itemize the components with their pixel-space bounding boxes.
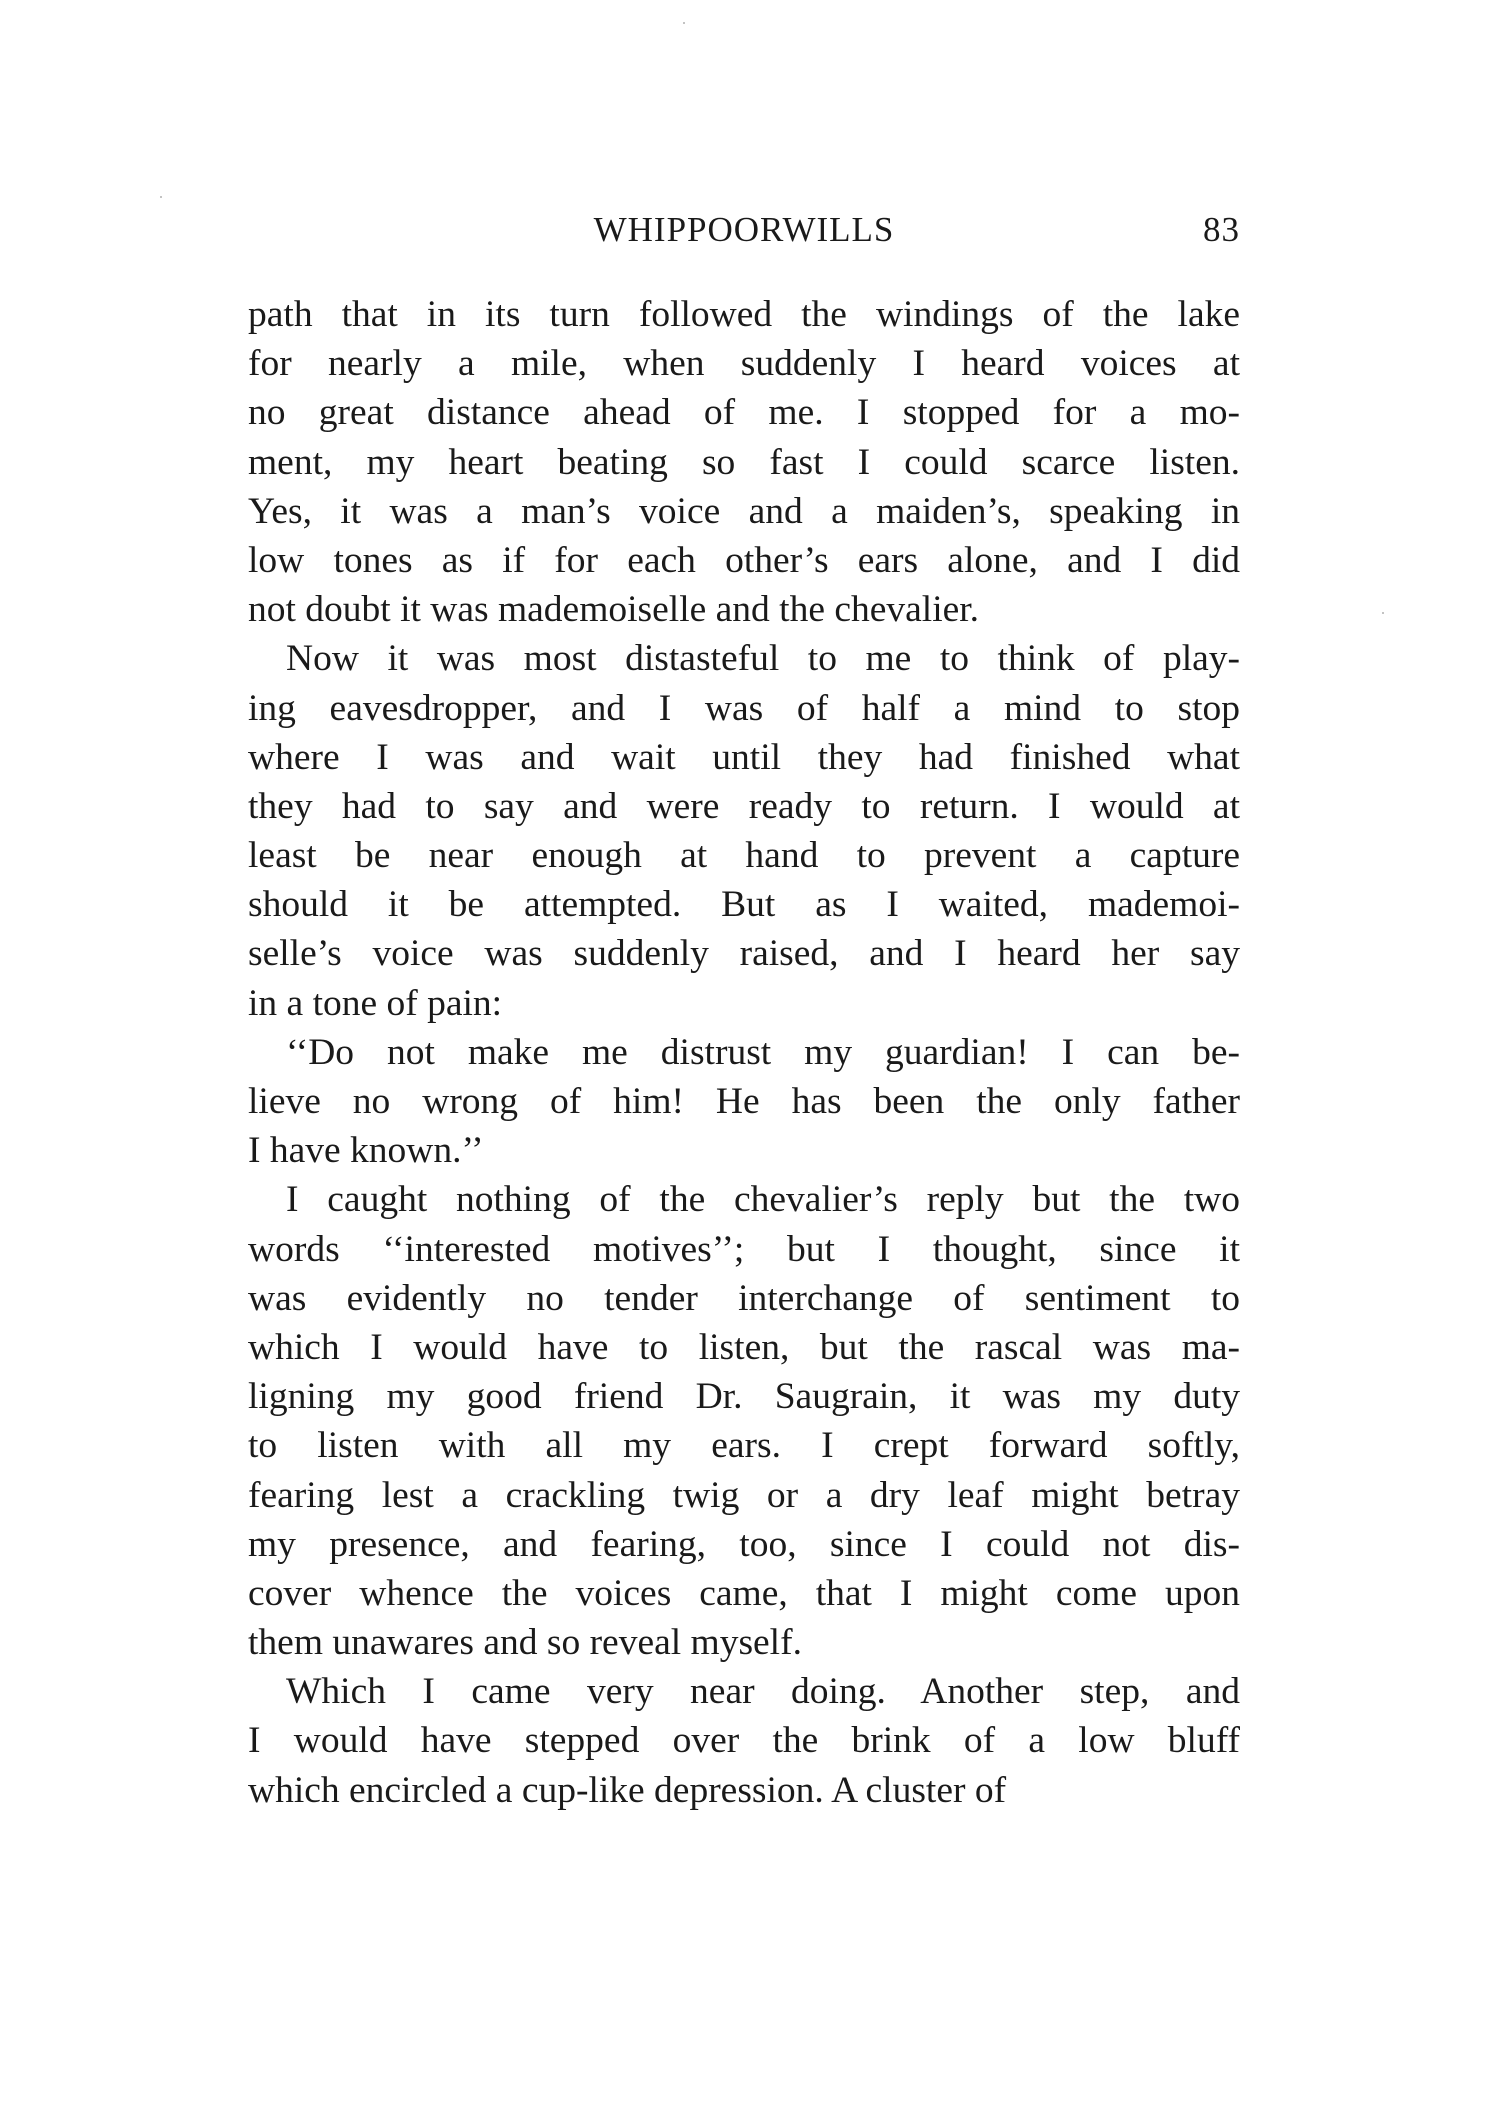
text-line: Which I came very near doing. Another step, and [286, 1671, 1240, 1713]
paragraph [248, 290, 1240, 634]
text-line: they had to say and were ready to return. I would at [248, 785, 1240, 827]
text-line: lieve no wrong of him! He has been the only father [248, 1081, 1240, 1122]
text-line: least be near enough at hand to prevent a capture [248, 835, 1240, 877]
text-line: ‘‘Do not make me distrust my guardian! I can be- [286, 1031, 1240, 1073]
text-line: where I was and wait until they had finished what [248, 736, 1240, 778]
text-line: for nearly a mile, when suddenly I heard voices at [248, 343, 1240, 385]
text-line: words ‘‘interested motives’’; but I thought, since it [248, 1228, 1240, 1270]
scan-speck [1382, 612, 1384, 614]
paragraph [248, 1667, 1240, 1815]
page-number: 83 [1203, 210, 1240, 249]
text-line: them unawares and so reveal myself. [248, 1622, 802, 1664]
text-line: I would have stepped over the brink of a low bluff [248, 1720, 1240, 1762]
text-line: which I would have to listen, but the rascal was ma- [248, 1326, 1240, 1368]
paragraph [248, 634, 1240, 1028]
scan-speck [160, 196, 162, 198]
text-line: Yes, it was a man’s voice and a maiden’s, speaking in [248, 490, 1240, 532]
paragraph [248, 1028, 1240, 1176]
text-line: ing eavesdropper, and I was of half a mind to stop [248, 687, 1240, 729]
scan-speck [683, 22, 685, 24]
text-line: in a tone of pain: [248, 982, 503, 1024]
text-line: to listen with all my ears. I crept forward softly, [248, 1425, 1240, 1467]
text-line: selle’s voice was suddenly raised, and I heard her say [248, 933, 1240, 975]
text-line: should it be attempted. But as I waited, mademoi- [248, 884, 1240, 926]
running-head [248, 210, 1240, 260]
text-line: was evidently no tender interchange of sentiment to [248, 1277, 1240, 1319]
paragraph [248, 1175, 1240, 1667]
body-text [248, 290, 1240, 1815]
text-line: Now it was most distasteful to me to think of play- [286, 638, 1240, 680]
text-line: I have known.’’ [248, 1130, 484, 1172]
running-title: WHIPPOORWILLS [593, 210, 895, 249]
text-line: cover whence the voices came, that I might come upon [248, 1572, 1240, 1614]
text-line: low tones as if for each other’s ears alone, and I did [248, 539, 1240, 581]
text-line: I caught nothing of the chevalier’s reply but the two [286, 1179, 1240, 1221]
text-line: fearing lest a crackling twig or a dry leaf might betray [248, 1474, 1240, 1516]
text-line: ligning my good friend Dr. Saugrain, it was my duty [248, 1376, 1240, 1418]
text-line: path that in its turn followed the windings of the lake [248, 294, 1240, 335]
text-line: no great distance ahead of me. I stopped for a mo- [248, 392, 1240, 434]
text-line: not doubt it was mademoiselle and the chevalier. [248, 589, 980, 631]
text-line: my presence, and fearing, too, since I could not dis- [248, 1523, 1240, 1565]
text-line: which encircled a cup-like depression. A cluster of [248, 1769, 1007, 1811]
text-line: ment, my heart beating so fast I could scarce listen. [248, 441, 1240, 483]
